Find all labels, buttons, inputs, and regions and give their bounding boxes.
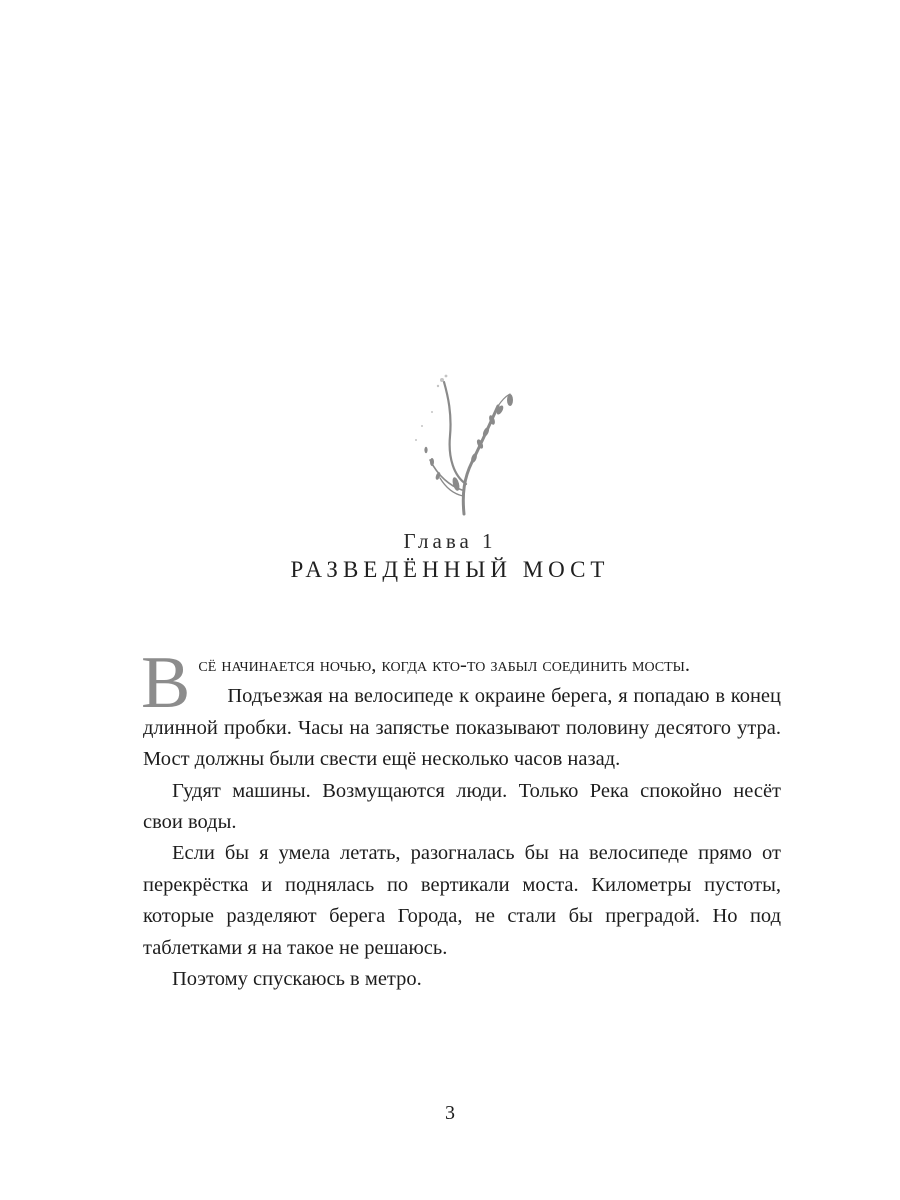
chapter-label: Глава 1 xyxy=(403,529,497,553)
paragraph-1 xyxy=(141,642,781,724)
paragraph-2: Подъезжая на велосипеде к окраине берега, я попадаю в конец длинной пробки. Часы на запястье показывают половину десятого утра. Мост должны были свести ещё несколько часов назад. xyxy=(143,685,781,771)
chapter-title: РАЗВЕДЁННЫЙ МОСТ xyxy=(290,557,610,582)
paragraph-4: Если бы я умела летать, разогналась бы на велосипеде прямо от перекрёстка и поднялась по вертикали моста. Километры пустоты, которые разделяют берега Города, не стали бы преградой. Но под таблетками я на такое не решаюсь. xyxy=(143,842,781,959)
floral-sprig-icon xyxy=(402,366,522,516)
paragraph-3: Гудят машины. Возмущаются люди. Только Река спокойно несёт свои воды. xyxy=(143,779,781,834)
chapter-text xyxy=(141,642,781,995)
paragraph-1-text: сё начинается ночью, когда кто-то забыл соединить мосты. xyxy=(198,654,690,676)
page-number: 3 xyxy=(445,1102,455,1124)
paragraph-5: Поэтому спускаюсь в метро. xyxy=(172,968,422,991)
drop-cap: В xyxy=(141,642,191,724)
